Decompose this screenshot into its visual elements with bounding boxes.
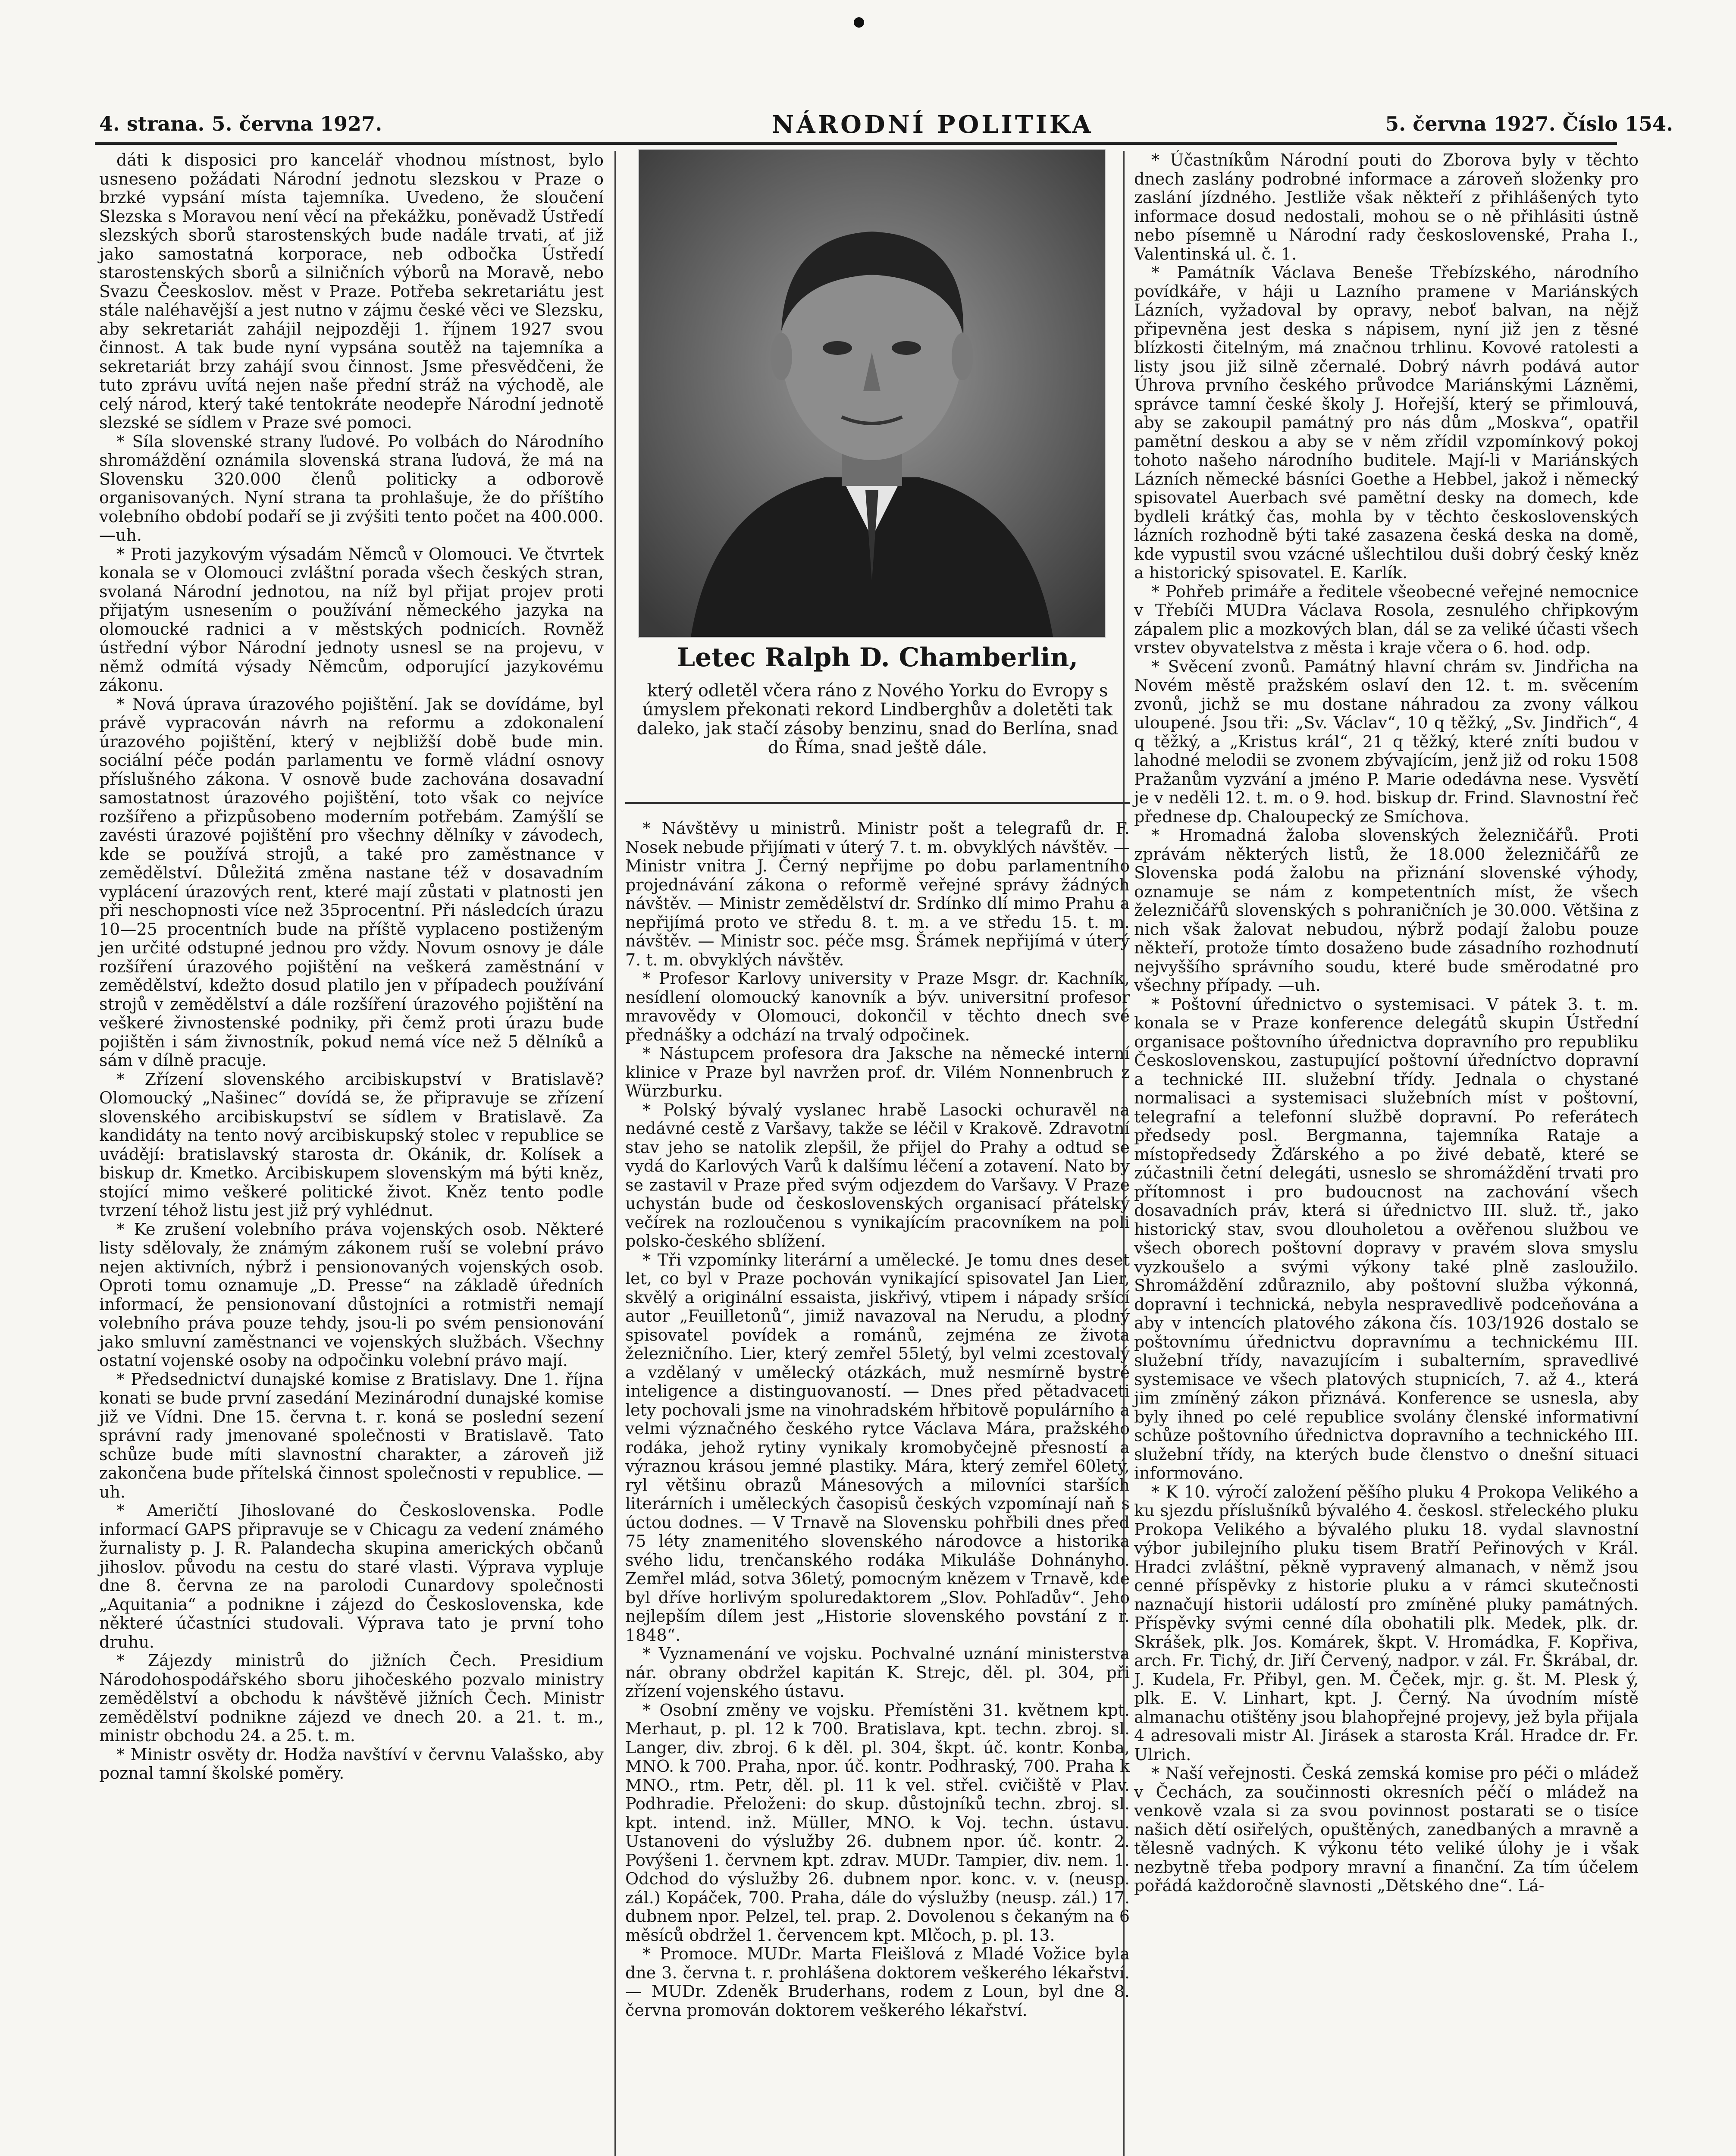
header-rule <box>95 142 1617 145</box>
article-paragraph: * Promoce. MUDr. Marta Fleišlová z Mladé Vožice byla dne 3. června t. r. prohlášena doktorem veškerého lékařství. — MUDr. Zdeněk Bruderhans, rodem z Loun, byl dne 8. června promován doktorem veškerého lékařství. <box>625 1944 1130 2020</box>
article-paragraph: * Osobní změny ve vojsku. Přemístěni 31. květnem kpt. Merhaut, p. pl. 12 k 700. Bratislava, kpt. techn. zbroj. sl. Langer, div. zbroj. 6 k děl. pl. 304, škpt. úč. kontr. Konba, MNO. k 700. Praha, npor. úč. kontr. Podhraský, 700. Praha k MNO., rtm. Petr, děl. pl. 11 k vel. střel. cvičiště v Plav. Podhradie. Přeloženi: do skup. důstojníků techn. zbroj. sl. kpt. intend. inž. Müller, MNO. k Voj. techn. ústavu. Ustanoveni do výslužby 26. dubnem npor. úč. kontr. 2. Povýšeni 1. červnem kpt. zdrav. MUDr. Tampier, div. nem. 1. Odchod do výslužby 26. dubnem npor. konc. v. v. (neusp. zál.) Kopáček, 700. Praha, dále do výslužby (neusp. zál.) 17. dubnem npor. Pelzel, tel. prap. 2. Dovolenou s čekaným na 6 měsíců obdržel 1. červencem kpt. Mlčoch, p. pl. 13. <box>625 1700 1130 1945</box>
photo-caption-title: Letec Ralph D. Chamberlin, <box>677 642 1078 673</box>
article-paragraph: * Ministr osvěty dr. Hodža navštíví v červnu Valašsko, aby poznal tamní školské poměry. <box>99 1745 604 1783</box>
portrait-photo <box>638 149 1106 638</box>
column-3 <box>1134 151 1639 1896</box>
page-mark <box>854 17 864 28</box>
article-paragraph: * Pohřeb primáře a ředitele všeobecné veřejné nemocnice v Třebíči MUDra Václava Rosola, zesnulého chřipkovým zápalem plic a mozkových blan, dál se za veliké účasti všech vrstev obyvatelstva z města i kraje včera o 6. hod. odp. <box>1134 582 1639 657</box>
portrait-image <box>639 150 1105 637</box>
article-paragraph: * Hromadná žaloba slovenských železničářů. Proti zprávám některých listů, že 18.000 železničářů ze Slovenska podá žalobu na přiznání slovenské výhody, oznamuje se nám z kompetentních míst, že všech železničářů slovenských s pohraničních je 30.000. Většina z nich však žalovat nebudou, nýbrž podají žalobu pouze někteří, protože tímto dosaženo bude zásadního rozhodnutí nejvyššího správního soudu, které bude směrodatné pro všechny případy. —uh. <box>1134 826 1639 995</box>
article-paragraph: * Proti jazykovým výsadám Němců v Olomouci. Ve čtvrtek konala se v Olomouci zvláštní porada všech českých stran, svolaná Národní jednotou, na níž byl přijat projev proti přijatým usnesením o používání německého jazyka na olomoucké radnici a v městských podnicích. Rovněž ústřední výbor Národní jednoty usnesl se na projevu, v němž odmítá výsady Němcům, odporující jazykovému zákonu. <box>99 544 604 695</box>
article-paragraph: * Američtí Jihoslované do Československa. Podle informací GAPS připravuje se v Chicagu za vedení známého žurnalisty p. J. R. Palandecha skupina amerických občanů jihoslov. původu na cestu do staré vlasti. Výprava vypluje dne 8. června ze na parolodi Cunardovy společnosti „Aquitania“ a podnikne i zájezd do Československa, kde některé účastníci studovali. Výprava tato je první toho druhu. <box>99 1501 604 1651</box>
article-paragraph: * Profesor Karlovy university v Praze Msgr. dr. Kachník, nesídlení olomoucký kanovník a býv. universitní profesor mravovědy v Olomouci, dokončil v těchto dnech své přednášky a odchází na trvalý odpočinek. <box>625 969 1130 1044</box>
article-paragraph: * Poštovní úřednictvo o systemisaci. V pátek 3. t. m. konala se v Praze konference delegátů skupin Ústřední organisace poštovního úřednictva dopravního pro republiku Československou, zastupující poštovní úředníctvo dopravní a technické III. služební třídy. Jednala o chystané normalisaci a systemisaci služebních míst v poštovní, telegrafní a telefonní službě dopravní. Po referátech předsedy posl. Bergmanna, tajemníka Rataje a místopředsedy Žďárského a po živé debatě, které se zúčastnili četní delegáti, usneslo se shromáždění trvati pro přítomnost i pro budoucnost na zachování všech dosavadních práv, která si úřednictvo III. služ. tř., jako historický stav, svou dlouholetou a ověřenou službou ve všech oborech poštovní dopravy v pravém slova smyslu vyzkoušelo a svými výkony také plně zasloužilo. Shromáždění zdůraznilo, aby poštovní služba výkonná, dopravní i technická, nebyla nespravedlivě podceňována a aby v intencích platového zákona čís. 103/1926 dostalo se poštovnímu úřednictvu dopravnímu a technickému III. služební třídy, navazujícím i subalterním, spravedlivé systemisace ve všech platových stupnicích, 7. až 4., která jim zmíněný zákon přiznává. Konference se usnesla, aby byly ihned po celé republice svolány členské informativní schůze poštovního úřednictva dopravního a technického III. služební třídy, na kterých bude členstvo o dnešní situaci informováno. <box>1134 994 1639 1482</box>
article-paragraph: * Zřízení slovenského arcibiskupství v Bratislavě? Olomoucký „Našinec“ dovídá se, že připravuje se zřízení slovenského arcibiskupství se sídlem v Bratislavě. Za kandidáty na tento nový arcibiskupský stolec v republice se uvádějí: bratislavský starosta dr. Okánik, dr. Kolísek a biskup dr. Kmetko. Arcibiskupem slovenským má býti kněz, stojící mimo veškeré politické život. Kněz tento podle tvrzení téhož listu jest již prý vyhlédnut. <box>99 1069 604 1220</box>
article-paragraph: * Vyznamenání ve vojsku. Pochvalné uznání ministerstva nár. obrany obdržel kapitán K. Strejc, děl. pl. 304, při zřízení vojenského ústavu. <box>625 1644 1130 1701</box>
article-paragraph: dáti k disposici pro kancelář vhodnou místnost, bylo usneseno požádati Národní jednotu slezskou v Praze o brzké vypsání místa tajemníka. Uvedeno, že sloučení Slezska s Moravou není věcí na překážku, poněvadž Ústředí slezských sborů starostenských bude nadále trvati, ať již jako samostatná korporace, neb odbočka Ústředí starostenských sborů a silničních výborů na Moravě, nebo Svazu Čeeskoslov. měst v Praze. Potřeba sekretariátu jest stále naléhavější a jest nutno v zájmu české věci ve Slezsku, aby sekretariát zahájil nejpozději 1. říjnem 1927 svou činnost. A tak bude nyní vypsána soutěž na tajemníka a sekretariát brzy zahájí svou činnost. Jsme přesvědčeni, že tuto zprávu uvítá nejen naše přední stráž na východě, ale celý národ, který také tentokráte neodepře Národní jednotě slezské se sídlem v Praze své pomoci. <box>99 150 604 432</box>
column-divider-1 <box>614 151 616 2156</box>
article-paragraph: * Tři vzpomínky literární a umělecké. Je tomu dnes deset let, co byl v Praze pochován vynikající spisovatel Jan Lier, skvělý a originální essaista, jiskřivý, vtipem i nápady sršící autor „Feuilletonů“, jimiž navazoval na Nerudu, a plodný spisovatel povídek a románů, zejména ze života železničního. Lier, který zemřel 55letý, byl velmi zcestovalý a vzdělaný v umělecký otázkách, muž nesmírně bystré inteligence a distinguovaností. — Dnes před pětadvaceti lety pochovali jsme na vinohradském hřbitově populárního a velmi význačného českého rytce Václava Mára, pražského rodáka, jehož rytiny vynikaly kromobyčejně přesností a výraznou krásou jemné plastiky. Mára, který zemřel 60letý, ryl většinu obrazů Mánesových a milovníci starších literárních i uměleckých časopisů českých vzpomínají naň s úctou dodnes. — V Trnavě na Slovensku pohřbili dnes před 75 léty znamenitého slovenského národovce a historika svého lidu, trenčanského rodáka Mikuláše Dohnányho. Zemřel mlád, sotva 36letý, pomocným knězem v Trnavě, kde byl dříve horlivým spoluredaktorem „Slov. Pohľadův“. Jeho nejlepším dílem jest „Historie slovenského povstání z r. 1848“. <box>625 1250 1130 1645</box>
article-paragraph: * Svěcení zvonů. Památný hlavní chrám sv. Jindřicha na Novém městě pražském oslaví den 12. t. m. svěcením zvonů, jichž se mu dostane náhradou za zvony válkou uloupené. Jsou tři: „Sv. Václav“, 10 q těžký, „Sv. Jindřich“, 4 q těžký, a „Kristus král“, 21 q těžký, které zníti budou v lahodné melodii se zvonem zbývajícím, jenž již od roku 1508 Pražanům vyzvání a jméno P. Marie odedávna nese. Vysvětí je v neděli 12. t. m. o 9. hod. biskup dr. Frind. Slavnostní řeč přednese dp. Chaloupecký ze Smíchova. <box>1134 657 1639 826</box>
article-paragraph: * Zájezdy ministrů do jižních Čech. Presidium Národohospodářského sboru jihočeského pozvalo ministry zemědělství a obchodu k návštěvě jižních Čech. Ministr zemědělství podnikne zájezd ve dnech 20. a 21. t. m., ministr obchodu 24. a 25. t. m. <box>99 1651 604 1745</box>
page-header <box>47 108 1673 142</box>
article-paragraph: * Návštěvy u ministrů. Ministr pošt a telegrafů dr. F. Nosek nebude přijímati v úterý 7. t. m. obvyklých návštěv. — Ministr vnitra J. Černý nepřijme po dobu parlamentního projednávání zákona o reformě veřejné správy žádných návštěv. — Ministr zemědělství dr. Srdínko dlí mimo Prahu a nepřijímá proto ve středu 8. t. m. a ve středu 15. t. m. návštěv. — Ministr soc. péče msg. Šrámek nepřijímá v úterý 7. t. m. obvyklých návštěv. <box>625 819 1130 969</box>
column-2 <box>625 819 1130 2020</box>
caption-separator <box>625 802 1130 804</box>
article-paragraph: * Naší veřejnosti. Česká zemská komise pro péči o mládež v Čechách, za součinnosti okresních péčí o mládež na venkově vzala si za svou povinnost postarati se o tisíce našich dětí osiřelých, opuštěných, zanedbaných a mravně a tělesně vadných. K výkonu této veliké úlohy je i však nezbytně třeba podpory mravní a finanční. Za tím účelem pořádá každoročně slavnosti „Dětského dne“. Lá- <box>1134 1764 1639 1895</box>
photo-caption-text: který odletěl včera ráno z Nového Yorku do Evropy s úmyslem překonati rekord Lindberghův a doletěti tak daleko, jak stačí zásoby benzinu, snad do Berlína, snad do Říma, snad ještě dále. <box>636 681 1119 758</box>
header-right: 5. června 1927. Číslo 154. <box>1385 112 1673 135</box>
article-paragraph: * K 10. výročí založení pěšího pluku 4 Prokopa Velikého a ku sjezdu příslušníků bývalého 4. českosl. střeleckého pluku Prokopa Velikého a bývalého pluku 18. vydal slavnostní výbor jubilejního pluku tisem Bratří Peřinových v Král. Hradci zvláštní, pěkně vypravený almanach, v němž jsou cenné příspěvky z historie pluku a v rámci skutečnosti naznačují historii událostí pro zmíněné pluky památných. Příspěvky svými cenné díla obohatili plk. Medek, plk. dr. Skrášek, plk. Jos. Komárek, škpt. V. Hromádka, F. Kopřiva, arch. Fr. Tichý, dr. Jiří Červený, nadpor. v zál. Fr. Škrábal, dr. J. Kudela, Fr. Přibyl, gen. M. Čeček, mjr. g. št. M. Plesk ý, plk. E. V. Linhart, kpt. J. Černý. Na úvodním místě almanachu otištěny jsou blahopřejné projevy, jež byla přijala 4 adresovali mistr Al. Jirásek a starosta Král. Hradce dr. Fr. Ulrich. <box>1134 1482 1639 1764</box>
article-paragraph: * Síla slovenské strany ľudové. Po volbách do Národního shromáždění oznámila slovenská strana ľudová, že má na Slovensku 320.000 členů politicky a odborově organisovaných. Nyní strana ta prohlašuje, že do příštího volebního období podaří se ji zvýšiti tento počet na 400.000. —uh. <box>99 432 604 545</box>
column-1 <box>99 151 604 1783</box>
article-paragraph: * Polský bývalý vyslanec hrabě Lasocki ochuravěl na nedávné cestě z Varšavy, takže se léčil v Krakově. Zdravotní stav jeho se natolik zlepšil, že přijel do Prahy a odtud se vydá do Karlových Varů k dalšímu léčení a zotavení. Nato by se zastavil v Praze před svým odjezdem do Varšavy. V Praze uchystán bude od československých organisací přátelský večírek na rozloučenou s vynikajícím pracovníkem na poli polsko-českého sblížení. <box>625 1100 1130 1250</box>
article-paragraph: * Nová úprava úrazového pojištění. Jak se dovídáme, byl právě vypracován návrh na reformu a zdokonalení úrazového pojištění, který v nejbližší době bude min. sociální péče podán parlamentu ve formě vládní osnovy příslušného zákona. V osnově bude zachována dosavadní samostatnost úrazového pojištění, toto však co nejvíce rozšířeno a přizpůsobeno moderním potřebám. Zamýšlí se zavésti úrazové pojištění pro všechny dělníky v závodech, kde se používá strojů, a také pro zaměstnance v zemědělství. Důležitá změna nastane též v dosavadním vyplácení úrazových rent, které mají zůstati v platnosti jen při neschopnosti více než 35procentní. Při následcích úrazu 10—25 procentních bude na příště vyplaceno postiženým jen určité odstupné jednou pro vždy. Novum osnovy je dále rozšíření úrazového pojištění na veškerá zaměstnání v zemědělství, kdežto dosud platilo jen v případech používání strojů v zemědělství a dále rozšíření úrazového pojištění na veškeré živnostenské podniky, při čemž proti úrazu bude pojištěn i sám živnostník, pokud nemá více než 5 dělníků a sám v dílně pracuje. <box>99 694 604 1070</box>
article-paragraph: * Předsednictví dunajské komise z Bratislavy. Dne 1. října konati se bude první zasedání Mezinárodní dunajské komise již ve Vídni. Dne 15. června t. r. koná se poslední sezení správní rady jmenované společnosti v Bratislavě. Tato schůze bude míti slavnostní charakter, a zároveň již zakončena bude přítelská činnost společnosti v republice. —uh. <box>99 1369 604 1501</box>
article-paragraph: * Ke zrušení volebního práva vojenských osob. Některé listy sdělovaly, že známým zákonem ruší se volební právo nejen aktivních, nýbrž i pensionovaných vojenských osob. Oproti tomu oznamuje „D. Presse“ na základě úředních informací, že pensionovaní důstojníci a rotmistři nemají volebního práva pouze tehdy, jsou-li po svém pensionování jako smluvní zaměstnanci ve vojenských službách. Všechny ostatní vojenské osoby na odpočinku volební právo mají. <box>99 1219 604 1370</box>
masthead: NÁRODNÍ POLITIKA <box>772 110 1094 139</box>
header-left: 4. strana. 5. června 1927. <box>99 112 382 135</box>
article-paragraph: * Památník Václava Beneše Třebízského, národního povídkáře, v háji u Lazního pramene v Mariánských Lázních, vyžadoval by opravy, neboť balvan, na nějž připevněna jest deska s nápisem, nyní již jen z těsné blízkosti čitelným, má značnou trhlinu. Kovové ratolesti a listy jsou již silně zčernalé. Dobrý návrh podává autor Úhrova prvního českého průvodce Mariánskými Lázněmi, správce tamní české školy J. Hořejší, který se přimlouvá, aby se zakoupil památný pro nás dům „Moskva“, opatřil pamětní deskou a aby se v něm zřídil vzpomínkový pokoj tohoto našeho národního buditele. Mají-li v Mariánských Lázních německé básníci Goethe a Hebbel, jakož i německý spisovatel Auerbach své pamětní desky na domech, kde bydleli krátký čas, mohla by v těchto československých lázních rozhodně býti také zasazena česká deska na domě, kde vypustil svou vzácné ušlechtilou duši dobrý český kněz a historický spisovatel. E. Karlík. <box>1134 263 1639 582</box>
article-paragraph: * Účastníkům Národní pouti do Zborova byly v těchto dnech zaslány podrobné informace a zároveň složenky pro zaslání jízdného. Jestliže však někteří z přihlášených tyto informace dosud nedostali, mohou se o ně přihlásiti ústně nebo písemně u Národní rady československé, Praha I., Valentinská ul. č. 1. <box>1134 150 1639 263</box>
article-paragraph: * Nástupcem profesora dra Jaksche na německé interní klinice v Praze byl navržen prof. dr. Vilém Nonnenbruch z Würzburku. <box>625 1044 1130 1100</box>
